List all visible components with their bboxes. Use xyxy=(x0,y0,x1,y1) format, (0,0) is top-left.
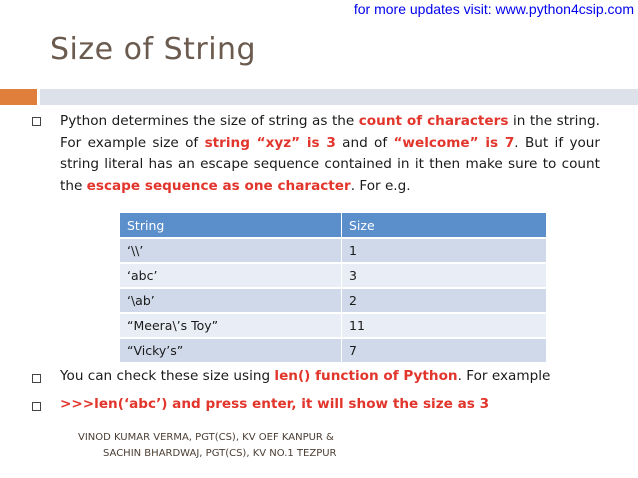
bullet-icon xyxy=(32,402,41,411)
highlight-text: len() function of Python xyxy=(274,368,458,384)
table-row xyxy=(120,338,547,362)
cell-string: ‘abc’ xyxy=(120,263,342,288)
paragraph-size-intro xyxy=(60,111,600,197)
string-size-table xyxy=(120,213,547,362)
cell-size: 11 xyxy=(342,313,547,338)
highlight-text: count of characters xyxy=(358,113,509,129)
highlight-text: string “xyz” is 3 xyxy=(204,134,336,151)
table-row xyxy=(120,288,547,313)
cell-size: 2 xyxy=(342,288,547,313)
cell-string: “Meera\’s Toy” xyxy=(120,313,342,338)
paragraph-len-hint xyxy=(60,368,550,384)
banner-link[interactable]: for more updates visit: www.python4csip.com xyxy=(353,1,634,17)
accent-bar-left xyxy=(0,89,37,105)
footer-author-2: SACHIN BHARDWAJ, PGT(CS), KV NO.1 TEZPUR xyxy=(103,448,337,459)
cell-string: ‘\\’ xyxy=(120,238,342,263)
cell-size: 3 xyxy=(342,263,547,288)
text-span: . For e.g. xyxy=(350,177,411,194)
cell-string: “Vicky’s” xyxy=(120,338,342,362)
table-header-row xyxy=(120,213,547,238)
text-span: . For example xyxy=(457,368,551,384)
cell-size: 1 xyxy=(342,238,547,263)
text-span: . But if your string literal has an escape sequence contained in it then make sure to count the xyxy=(60,134,601,194)
highlight-text: escape sequence as one character xyxy=(86,177,351,194)
table-row xyxy=(120,313,547,338)
text-span: You can check these size using xyxy=(60,368,275,384)
table-row xyxy=(120,238,547,263)
footer-author-1: VINOD KUMAR VERMA, PGT(CS), KV OEF KANPUR & xyxy=(78,432,334,443)
slide-title: Size of String xyxy=(50,32,257,67)
table-row xyxy=(120,263,547,288)
bullet-icon xyxy=(32,117,41,126)
text-span: in the string. For example size of xyxy=(60,113,600,151)
paragraph-len-example xyxy=(60,396,489,412)
text-span: and of xyxy=(335,134,394,151)
text-span: Python determines the size of string as the xyxy=(60,113,359,129)
accent-bar-right xyxy=(40,89,638,105)
highlight-text: “welcome” is 7 xyxy=(393,134,515,151)
highlight-text: >>>len(‘abc’) and press enter, it will show the size as 3 xyxy=(60,396,490,412)
header-size: Size xyxy=(342,213,547,238)
cell-string: ‘\ab’ xyxy=(120,288,342,313)
header-string: String xyxy=(120,213,342,238)
bullet-icon xyxy=(32,374,41,383)
cell-size: 7 xyxy=(342,338,547,362)
